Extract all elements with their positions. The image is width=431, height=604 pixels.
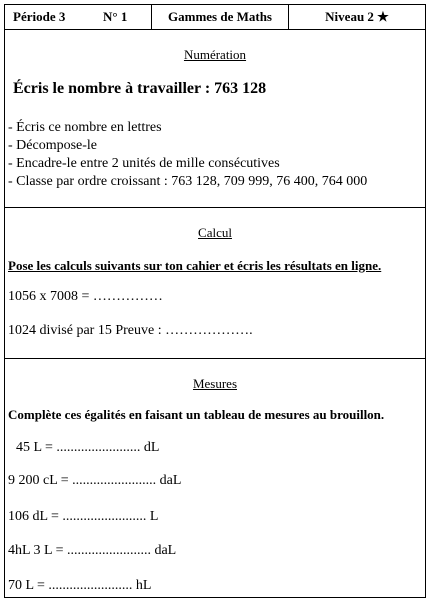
calcul-line-1: 1056 x 7008 = …………… bbox=[8, 289, 163, 304]
calcul-instruction: Pose les calculs suivants sur ton cahier et écris les résultats en ligne. bbox=[8, 258, 382, 273]
calcul-title: Calcul bbox=[198, 225, 232, 240]
numeration-main: Écris le nombre à travailler : 763 128 bbox=[13, 80, 267, 97]
numeration-item-2: - Décompose-le bbox=[8, 138, 98, 153]
mesures-line-1: 45 L = ........................ dL bbox=[16, 440, 160, 455]
header-row bbox=[5, 5, 425, 30]
divider-2 bbox=[5, 358, 425, 359]
niveau-label: Niveau 2 ★ bbox=[325, 9, 389, 24]
mesures-line-4: 4hL 3 L = ........................ daL bbox=[8, 543, 177, 558]
mesures-instruction: Complète ces égalités en faisant un tableau de mesures au brouillon. bbox=[8, 407, 385, 422]
numero-label: N° 1 bbox=[103, 9, 128, 24]
worksheet bbox=[4, 4, 426, 598]
numeration-item-1: - Écris ce nombre en lettres bbox=[8, 120, 162, 135]
header-title: Gammes de Maths bbox=[151, 5, 289, 29]
mesures-title: Mesures bbox=[192, 376, 238, 391]
mesures-line-5: 70 L = ........................ hL bbox=[8, 578, 152, 593]
numeration-item-3: - Encadre-le entre 2 unités de mille consécutives bbox=[8, 156, 280, 171]
divider-1 bbox=[5, 207, 425, 208]
numeration-title: Numération bbox=[183, 47, 247, 62]
mesures-line-3: 106 dL = ........................ L bbox=[8, 509, 159, 524]
calcul-line-2: 1024 divisé par 15 Preuve : ………………. bbox=[8, 323, 253, 338]
mesures-line-2: 9 200 cL = ........................ daL bbox=[8, 473, 182, 488]
periode-label: Période 3 bbox=[13, 9, 66, 24]
header-cell-periode bbox=[5, 5, 151, 29]
numeration-item-4: - Classe par ordre croissant : 763 128, 709 999, 76 400, 764 000 bbox=[8, 174, 368, 189]
